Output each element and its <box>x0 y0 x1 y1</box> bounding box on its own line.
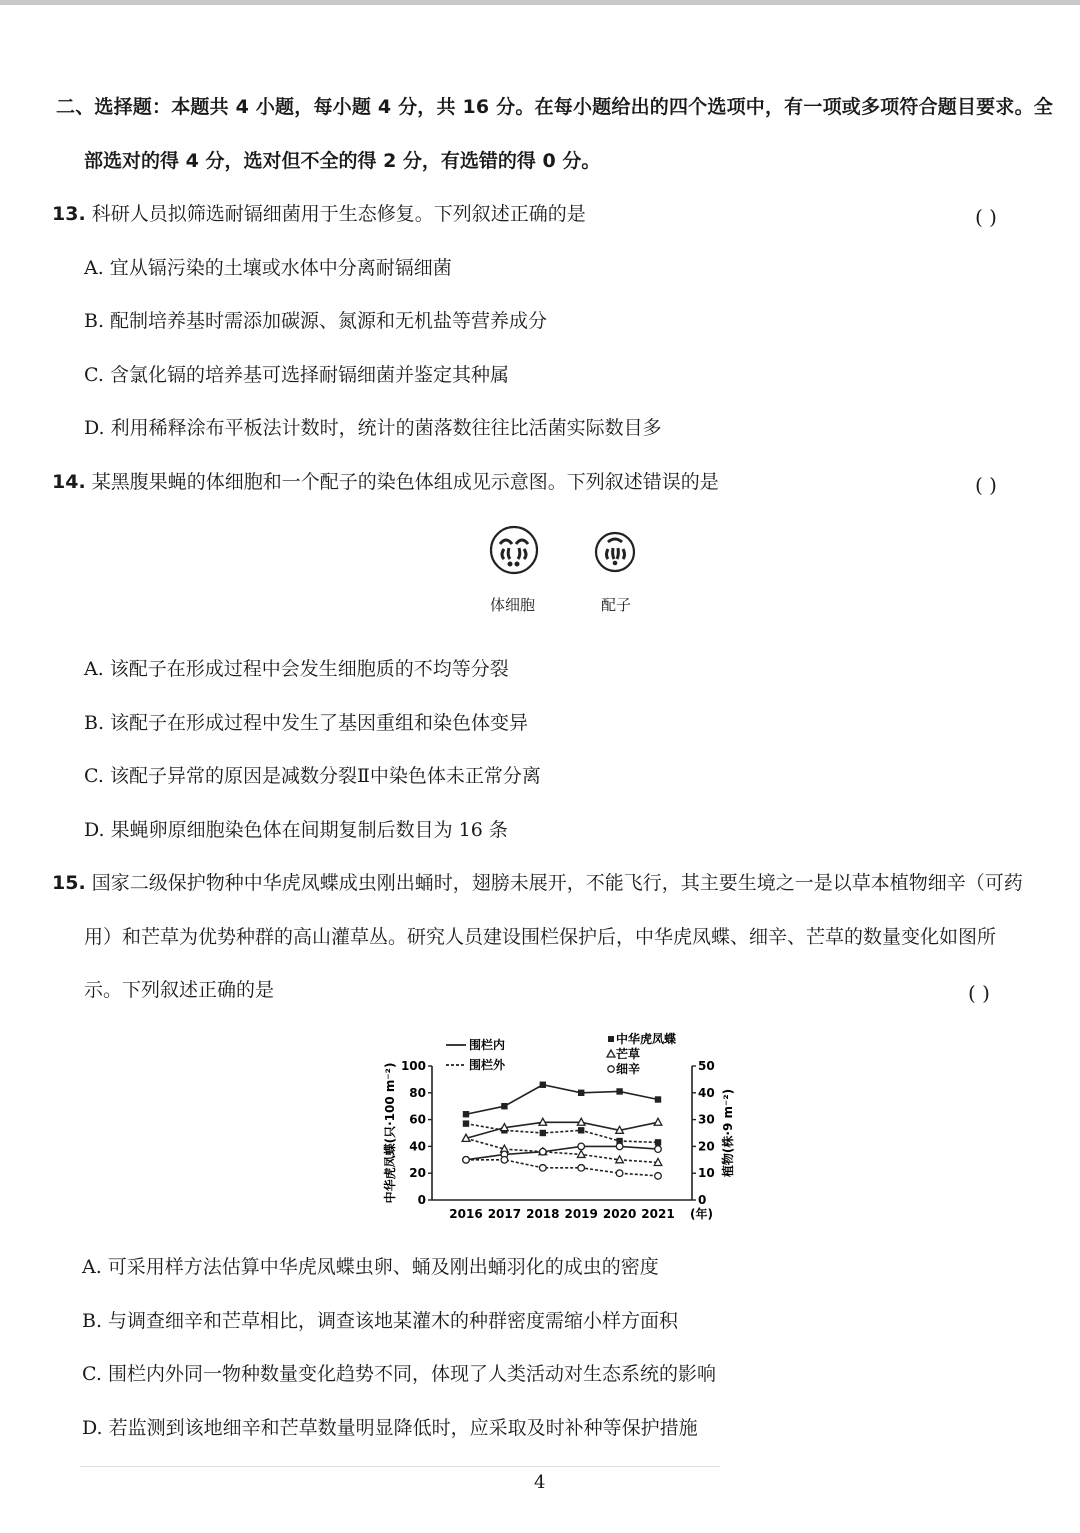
right-tick-label: 0 <box>698 1193 707 1207</box>
option-14d: D. 果蝇卵原细胞染色体在间期复制后数目为 16 条 <box>84 819 508 841</box>
legend-triangle-icon <box>607 1050 615 1057</box>
left-tick-label: 20 <box>409 1166 426 1181</box>
question-number: 15. <box>52 872 86 894</box>
series-line <box>466 1122 658 1138</box>
left-axis-label: 中华虎凤蝶(只·100 m⁻²) <box>383 1062 397 1204</box>
option-14b: B. 该配子在形成过程中发生了基因重组和染色体变异 <box>84 712 529 734</box>
gamete-figure <box>596 533 634 571</box>
point-square <box>463 1120 469 1126</box>
legend-square-icon <box>608 1036 614 1042</box>
series-layer <box>462 1082 662 1180</box>
point-circle <box>616 1143 623 1150</box>
right-tick-label: 50 <box>698 1059 715 1073</box>
point-square <box>540 1082 546 1088</box>
question-number: 13. <box>52 203 86 225</box>
x-tick-label: 2016 <box>449 1207 483 1221</box>
point-circle <box>463 1157 470 1164</box>
point-square <box>578 1090 584 1096</box>
left-tick-label: 80 <box>409 1085 426 1100</box>
x-tick-label: 2018 <box>526 1207 560 1221</box>
point-circle <box>655 1173 662 1180</box>
question-stem: 科研人员拟筛选耐镉细菌用于生态修复。下列叙述正确的是 <box>91 203 586 225</box>
answer-paren-15: ( ) <box>968 981 990 1005</box>
legend-label-outside: 围栏外 <box>469 1058 506 1072</box>
x-axis-unit: (年) <box>690 1207 713 1221</box>
legend-label-inside: 围栏内 <box>469 1038 506 1052</box>
question-13-stem <box>52 201 586 227</box>
point-circle <box>501 1157 508 1164</box>
point-square <box>540 1130 546 1136</box>
section-heading-line1: 二、选择题：本题共 4 小题，每小题 4 分，共 16 分。在每小题给出的四个选项中，有一项或多项符合题目要求。全 <box>56 96 1053 118</box>
option-13c: C. 含氯化镉的培养基可选择耐镉细菌并鉴定其种属 <box>84 364 509 386</box>
chromosome-diagram <box>480 522 660 582</box>
point-square <box>501 1103 507 1109</box>
question-number: 14. <box>52 471 86 493</box>
question-stem: 某黑腹果蝇的体细胞和一个配子的染色体组成见示意图。下列叙述错误的是 <box>91 471 719 493</box>
population-line-chart <box>376 1028 756 1228</box>
option-14c: C. 该配子异常的原因是减数分裂Ⅱ中染色体未正常分离 <box>84 765 541 787</box>
option-15a: A. 可采用样方法估算中华虎凤蝶虫卵、蛹及刚出蛹羽化的成虫的密度 <box>82 1256 659 1278</box>
x-tick-label: 2017 <box>487 1207 522 1221</box>
axis-ticks <box>401 1059 715 1221</box>
legend-label-asarum: 细辛 <box>616 1062 641 1076</box>
series-line <box>466 1160 658 1176</box>
point-triangle <box>654 1118 662 1125</box>
question-15-stem-line1 <box>52 870 1023 896</box>
answer-paren-14: ( ) <box>975 473 997 497</box>
question-15-stem-line3: 示。下列叙述正确的是 <box>84 979 275 1001</box>
point-circle <box>540 1148 547 1155</box>
series-line <box>466 1085 658 1114</box>
x-tick-label: 2020 <box>602 1207 637 1221</box>
left-tick-label: 60 <box>409 1112 426 1127</box>
question-stem: 国家二级保护物种中华虎凤蝶成虫刚出蛹时，翅膀未展开，不能飞行，其主要生境之一是以草本植物细辛（可药 <box>91 872 1023 894</box>
option-15b: B. 与调查细辛和芒草相比，调查该地某灌木的种群密度需缩小样方面积 <box>82 1310 679 1332</box>
option-15d: D. 若监测到该地细辛和芒草数量明显降低时，应采取及时补种等保护措施 <box>82 1417 698 1439</box>
point-triangle <box>577 1150 585 1157</box>
figure-label-gamete: 配子 <box>601 596 632 614</box>
question-14-stem <box>52 469 719 495</box>
right-tick-label: 20 <box>698 1139 715 1154</box>
legend-label-grass: 芒草 <box>616 1047 641 1061</box>
legend-circle-icon <box>608 1066 614 1072</box>
option-13d: D. 利用稀释涂布平板法计数时，统计的菌落数往往比活菌实际数目多 <box>84 417 662 439</box>
figure-label-somatic: 体细胞 <box>490 596 536 614</box>
right-tick-label: 30 <box>698 1112 715 1127</box>
top-border <box>0 0 1080 5</box>
answer-paren-13: ( ) <box>975 205 997 229</box>
point-circle <box>616 1170 623 1177</box>
point-circle <box>578 1165 585 1172</box>
right-tick-label: 40 <box>698 1085 715 1100</box>
legend-label-butterfly: 中华虎凤蝶 <box>616 1032 677 1046</box>
somatic-cell-figure <box>491 527 537 573</box>
question-15-stem-line2: 用）和芒草为优势种群的高山灌草丛。研究人员建设围栏保护后，中华虎凤蝶、细辛、芒草的数量变化如图所 <box>84 926 997 948</box>
left-tick-label: 100 <box>400 1059 426 1073</box>
point-circle <box>655 1146 662 1153</box>
left-tick-label: 0 <box>417 1193 426 1207</box>
option-14a: A. 该配子在形成过程中会发生细胞质的不均等分裂 <box>84 658 509 680</box>
option-13a: A. 宜从镉污染的土壤或水体中分离耐镉细菌 <box>84 257 452 279</box>
point-square <box>655 1096 661 1102</box>
series-line <box>466 1124 658 1143</box>
right-axis-label: 植物(株·9 m⁻²) <box>721 1088 735 1178</box>
option-15c: C. 围栏内外同一物种数量变化趋势不同，体现了人类活动对生态系统的影响 <box>82 1363 716 1385</box>
left-tick-label: 40 <box>409 1139 426 1154</box>
point-square <box>463 1111 469 1117</box>
point-square <box>616 1088 622 1094</box>
x-tick-label: 2019 <box>564 1207 598 1221</box>
point-circle <box>578 1143 585 1150</box>
section-heading-line2: 部选对的得 4 分，选对但不全的得 2 分，有选错的得 0 分。 <box>84 150 601 172</box>
point-square <box>655 1139 661 1145</box>
point-square <box>578 1127 584 1133</box>
right-tick-label: 10 <box>698 1166 715 1181</box>
point-circle <box>540 1165 547 1172</box>
option-13b: B. 配制培养基时需添加碳源、氮源和无机盐等营养成分 <box>84 310 548 332</box>
page-number: 4 <box>534 1472 546 1493</box>
x-tick-label: 2021 <box>641 1207 675 1221</box>
footer-rule <box>80 1466 720 1467</box>
